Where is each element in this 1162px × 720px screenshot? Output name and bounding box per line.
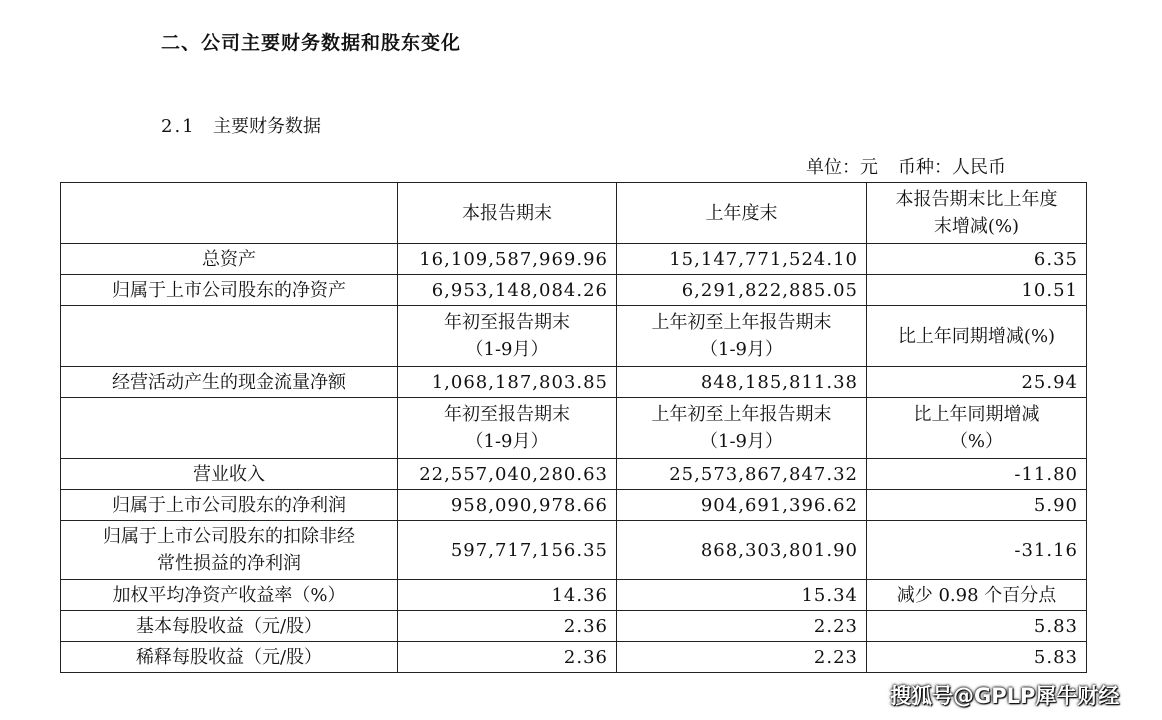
header-cell-line: （1-9月） (465, 431, 549, 452)
row-label: 基本每股收益（元/股） (61, 611, 398, 642)
row-label: 经营活动产生的现金流量净额 (61, 367, 398, 398)
value-change: 6.35 (867, 244, 1087, 275)
value-current: 958,090,978.66 (398, 490, 617, 521)
header-cell-line: 末增减(%) (933, 216, 1020, 237)
header-cell-current-period-end: 本报告期末 (398, 183, 617, 244)
header-cell-line: 年初至报告期末 (444, 404, 570, 425)
value-change: 25.94 (867, 367, 1087, 398)
header-cell-line: 本报告期末比上年度 (895, 189, 1058, 210)
header-cell-ytd (398, 306, 617, 367)
table-row (61, 275, 1087, 306)
header-empty-cell (61, 306, 398, 367)
table-row (61, 244, 1087, 275)
header-cell-prior-ytd (617, 398, 867, 459)
value-prior: 904,691,396.62 (617, 490, 867, 521)
value-prior: 6,291,822,885.05 (617, 275, 867, 306)
subsection-title: 主要财务数据 (213, 116, 321, 137)
unit-text: 单位：元 (806, 157, 878, 178)
value-prior: 2.23 (617, 611, 867, 642)
value-prior: 868,303,801.90 (617, 521, 867, 580)
value-prior: 15,147,771,524.10 (617, 244, 867, 275)
subsection-heading (161, 112, 321, 138)
value-change: 5.83 (867, 642, 1087, 673)
table-row (61, 490, 1087, 521)
table-row (61, 521, 1087, 580)
table-row (61, 580, 1087, 611)
header-empty-cell (61, 398, 398, 459)
value-prior: 848,185,811.38 (617, 367, 867, 398)
table-row (61, 459, 1087, 490)
row-label-line: 常性损益的净利润 (157, 553, 301, 574)
row-label: 归属于上市公司股东的净资产 (61, 275, 398, 306)
row-label: 加权平均净资产收益率（%） (61, 580, 398, 611)
watermark-text: 搜狐号@GPLP犀牛财经 (890, 684, 1120, 708)
header-cell-change-pct (867, 183, 1087, 244)
header-cell-line: 年初至报告期末 (444, 312, 570, 333)
unit-currency-note (806, 153, 1006, 179)
table-header-row (61, 183, 1087, 244)
section-title: 二、公司主要财务数据和股东变化 (161, 32, 462, 54)
header-cell-line: （1-9月） (700, 339, 783, 360)
header-cell-prior-ytd (617, 306, 867, 367)
subsection-number: 2.1 (161, 116, 196, 137)
header-empty-cell (61, 183, 398, 244)
value-prior: 25,573,867,847.32 (617, 459, 867, 490)
value-current: 16,109,587,969.96 (398, 244, 617, 275)
table-row (61, 367, 1087, 398)
value-current: 6,953,148,084.26 (398, 275, 617, 306)
value-current: 22,557,040,280.63 (398, 459, 617, 490)
header-cell-line: （%） (949, 431, 1004, 452)
header-cell-yoy-change: 比上年同期增减(%) (867, 306, 1087, 367)
header-cell-ytd (398, 398, 617, 459)
value-current: 1,068,187,803.85 (398, 367, 617, 398)
value-current: 14.36 (398, 580, 617, 611)
value-current: 2.36 (398, 611, 617, 642)
value-change: 5.83 (867, 611, 1087, 642)
financial-data-table (60, 182, 1087, 673)
header-cell-line: （1-9月） (465, 339, 549, 360)
table-subheader-row (61, 306, 1087, 367)
header-cell-line: 上年初至上年报告期末 (651, 404, 832, 425)
header-cell-line: （1-9月） (700, 431, 783, 452)
row-label: 稀释每股收益（元/股） (61, 642, 398, 673)
table-subheader-row (61, 398, 1087, 459)
header-cell-line: 比上年同期增减 (913, 404, 1040, 425)
row-label-line: 归属于上市公司股东的扣除非经 (103, 526, 355, 547)
header-cell-yoy-change (867, 398, 1087, 459)
value-current: 597,717,156.35 (398, 521, 617, 580)
header-cell-prior-year-end: 上年度末 (617, 183, 867, 244)
row-label (61, 521, 398, 580)
value-change: 10.51 (867, 275, 1087, 306)
row-label: 归属于上市公司股东的净利润 (61, 490, 398, 521)
row-label: 总资产 (61, 244, 398, 275)
table-row (61, 611, 1087, 642)
table-row (61, 642, 1087, 673)
value-prior: 2.23 (617, 642, 867, 673)
row-label: 营业收入 (61, 459, 398, 490)
value-change: 5.90 (867, 490, 1087, 521)
value-prior: 15.34 (617, 580, 867, 611)
currency-text: 币种：人民币 (898, 157, 1006, 178)
value-change: -11.80 (867, 459, 1087, 490)
value-current: 2.36 (398, 642, 617, 673)
value-change: -31.16 (867, 521, 1087, 580)
value-change: 减少 0.98 个百分点 (867, 580, 1087, 611)
header-cell-line: 上年初至上年报告期末 (651, 312, 832, 333)
